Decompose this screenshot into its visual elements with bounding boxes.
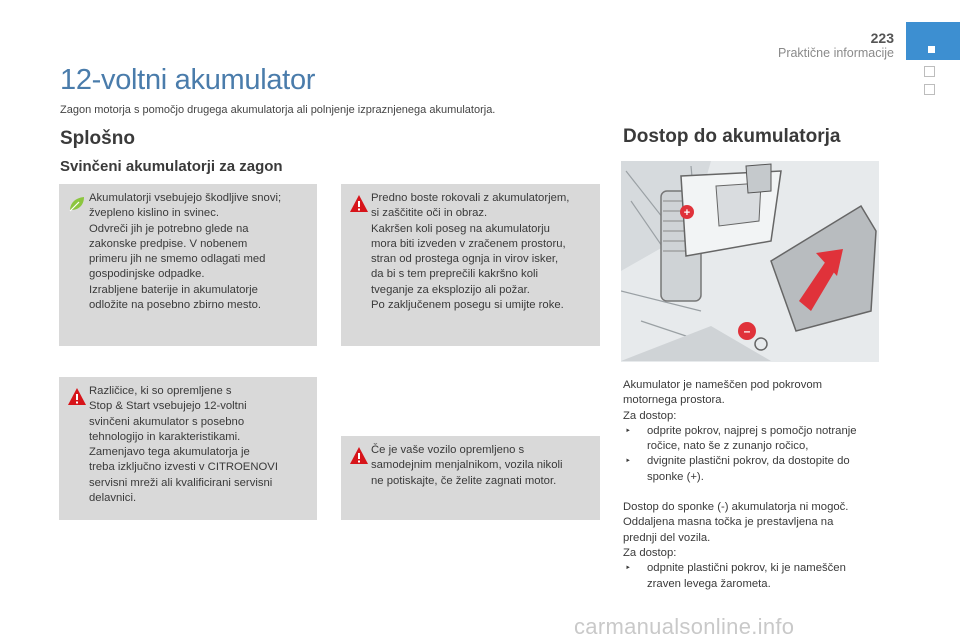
section-label: Praktične informacije	[777, 46, 894, 60]
bullet-icon: ‣	[625, 563, 631, 575]
minus-terminal-label: –	[743, 324, 751, 338]
access-instructions	[623, 378, 893, 592]
warning-box-handling	[341, 184, 600, 346]
page-number: 223	[870, 30, 894, 46]
warning-icon	[349, 446, 369, 466]
bullet-text: odprite pokrov, najprej s pomočjo notranje ročice, nato še z zunanjo ročico,	[647, 424, 857, 453]
bullet-text: odpnite plastični pokrov, ki je nameščen zraven levega žarometa.	[647, 562, 846, 590]
box-text: Različice, ki so opremljene s Stop & Start vsebujejo 12-voltni svinčeni akumulator s posebno tehnologijo in karakteristikami. Zamenjavo tega akumulatorja je treba izključno izvesti v CITROENOVI servisni mreži ali kvalificirani servisni delavnici.	[89, 385, 278, 505]
warning-box-automatic	[341, 436, 600, 520]
box-text: Predno boste rokovali z akumulatorjem, si zaščitite oči in obraz. Kakršen koli poseg na akumulatorju mora biti izveden v zračenem prostoru, stran od prostega ognja in virov isker, da bi s tem preprečili kakršno koli tveganje za eksplozijo ali požar. Po zaključenem posegu si umijte roke.	[371, 192, 570, 312]
bullet-icon: ‣	[625, 456, 631, 468]
engine-bay-photo	[621, 161, 879, 362]
subsection-heading: Svinčeni akumulatorji za zagon	[60, 158, 283, 175]
info-box-environment	[59, 184, 317, 346]
bullet-text: dvignite plastični pokrov, da dostopite do sponke (+).	[647, 455, 850, 483]
warning-box-stop-start	[59, 377, 317, 520]
bullet-icon: ‣	[625, 425, 631, 437]
box-text: Akumulatorji vsebujejo škodljive snovi; žvepleno kislino in svinec. Odvreči jih je potrebno glede na zakonske predpise. V nobenem primeru jih ne smemo odlagati med gospodinjske odpadke. Izrabljene baterije in akumulatorje odložite na posebno zbirno mesto.	[89, 192, 282, 312]
square-outline-icon	[924, 84, 935, 95]
box-text: Če je vaše vozilo opremljeno s samodejnim menjalnikom, vozila nikoli ne potiskajte, če želite zagnati motor.	[371, 444, 563, 487]
square-outline-icon	[924, 66, 935, 77]
warning-icon	[349, 194, 369, 214]
tab-marker-icon	[928, 46, 935, 53]
section-heading-general: Splošno	[60, 128, 135, 149]
access-intro: Akumulator je nameščen pod pokrovom motornega prostora. Za dostop:	[623, 379, 823, 422]
warning-icon	[67, 387, 87, 407]
section-heading-access: Dostop do akumulatorja	[623, 126, 841, 147]
page-subtitle: Zagon motorja s pomočjo drugega akumulatorja ali polnjenje izpraznjenega akumulatorja.	[60, 104, 496, 116]
page-title: 12-voltni akumulator	[60, 64, 316, 96]
eco-leaf-icon	[67, 194, 87, 214]
minus-terminal-info: Dostop do sponke (-) akumulatorja ni mogoč. Oddaljena masna točka je prestavljena na prednji del vozila. Za dostop:	[623, 501, 849, 559]
plus-terminal-label: +	[683, 207, 691, 219]
watermark: carmanualsonline.info	[574, 614, 795, 639]
chapter-tab	[906, 22, 960, 60]
